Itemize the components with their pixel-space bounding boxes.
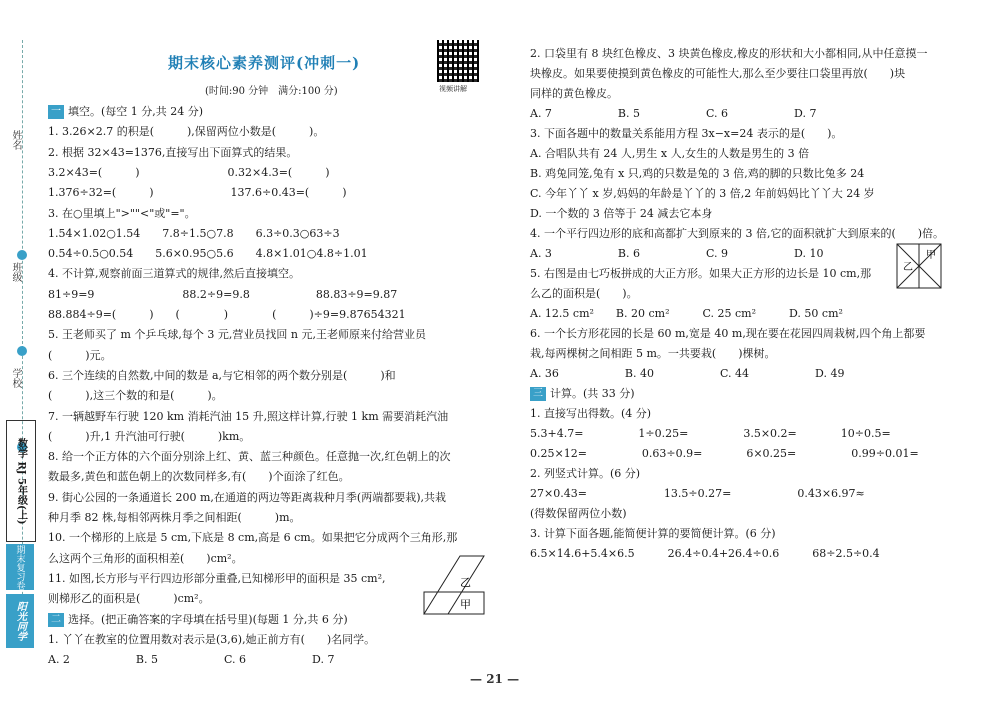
right-text: A. 36 B. 40 C. 44 D. 49 — [530, 367, 845, 380]
left-line — [48, 611, 348, 627]
label-jia: 甲 — [460, 598, 471, 611]
qr-code-pattern — [437, 40, 479, 82]
left-text: 81÷9=9 88.2÷9=9.8 88.83÷9=9.87 — [48, 287, 398, 301]
left-line — [48, 144, 297, 160]
binding-dot — [17, 250, 27, 260]
left-text: 1.376÷32=( ) 137.6÷0.43=( ) — [48, 186, 347, 200]
right-line — [530, 165, 864, 181]
left-line — [48, 468, 350, 484]
right-line — [530, 225, 944, 241]
page-title: 期末核心素养测评(冲刺一) — [168, 54, 361, 72]
left-line — [48, 489, 446, 505]
left-text: 1. 丫丫在教室的位置用数对表示是(3,6),她正前方有( )名同学。 — [48, 632, 376, 646]
left-line — [48, 347, 112, 363]
right-text: A. 12.5 cm² B. 20 cm² C. 25 cm² D. 50 cm² — [530, 307, 843, 320]
right-line — [530, 545, 880, 561]
section-number: 三 — [530, 387, 546, 401]
left-text: 种月季 82 株,每相邻两株月季之间相距( )m。 — [48, 511, 301, 524]
qr-caption: 视频讲解 — [439, 85, 467, 93]
left-text: ( )元。 — [48, 348, 112, 362]
right-line — [530, 465, 640, 481]
right-text: 么乙的面积是( )。 — [530, 287, 638, 300]
right-text: 0.25×12= 0.63÷0.9= 6×0.25= 0.99÷0.01= — [530, 447, 919, 460]
label-yi2: 乙 — [903, 262, 913, 273]
page-subtitle: (时间:90 分钟 满分:100 分) — [205, 86, 338, 97]
left-line — [48, 123, 324, 139]
right-line — [530, 505, 627, 521]
left-text: 1. 3.26×2.7 的积是( ),保留两位小数是( )。 — [48, 125, 325, 139]
left-line — [48, 265, 300, 281]
left-text: 数最多,黄色和蓝色朝上的次数同样多,有( )个面涂了红色。 — [48, 470, 350, 484]
right-line — [530, 345, 776, 361]
left-line — [48, 306, 406, 322]
left-line — [48, 326, 426, 342]
right-text: 3. 计算下面各题,能简便计算的要简便计算。(6 分) — [530, 527, 776, 540]
right-line — [530, 485, 865, 501]
right-line — [530, 305, 843, 321]
right-text: A. 合唱队共有 24 人,男生 x 人,女生的人数是男生的 3 倍 — [530, 147, 810, 160]
right-line — [530, 85, 618, 101]
left-text: 3. 在○里填上">""<"或"="。 — [48, 206, 196, 220]
left-text: 6. 三个连续的自然数,中间的数是 a,与它相邻的两个数分别是( )和 — [48, 368, 396, 382]
subject-box: 数学 RJ 5年级(上) — [6, 420, 36, 542]
right-text: B. 鸡兔同笼,兔有 x 只,鸡的只数是兔的 3 倍,鸡的脚的只数比兔多 24 — [530, 167, 865, 180]
left-line — [48, 590, 210, 606]
right-line — [530, 285, 638, 301]
right-line — [530, 445, 919, 461]
left-text: 9. 街心公园的一条通道长 200 m,在通道的两边等距离栽种月季(两端都要栽),共栽 — [48, 490, 446, 504]
page-number-text: 21 — [486, 672, 503, 686]
right-line — [530, 105, 816, 121]
left-text: 么这两个三角形的面积相差( )cm²。 — [48, 551, 243, 565]
name-label: 姓名 — [10, 130, 21, 150]
right-line — [530, 205, 712, 221]
left-line — [48, 367, 396, 383]
right-line — [530, 125, 842, 141]
right-text: 块橡皮。如果要使摸到黄色橡皮的可能性大,那么至少要往口袋里再放( )块 — [530, 67, 906, 80]
right-text: 1. 直接写出得数。(4 分) — [530, 407, 652, 420]
left-text: 0.54÷0.5○0.54 5.6×0.95○5.6 4.8×1.01○4.8÷1.01 — [48, 247, 368, 261]
right-text: A. 3 B. 6 C. 9 D. 10 — [530, 247, 824, 260]
right-text: 同样的黄色橡皮。 — [530, 87, 618, 100]
binding-dot — [17, 346, 27, 356]
right-text: D. 一个数的 3 倍等于 24 减去它本身 — [530, 207, 713, 220]
review-tag: 期末复习卷 — [6, 544, 34, 590]
left-line — [48, 103, 203, 119]
left-text: 选择。(把正确答案的字母填在括号里)(每题 1 分,共 6 分) — [68, 612, 348, 626]
right-text: 4. 一个平行四边形的底和高都扩大到原来的 3 倍,它的面积就扩大到原来的( )倍。 — [530, 227, 945, 240]
left-text: 则梯形乙的面积是( )cm²。 — [48, 592, 210, 606]
school-label: 学校 — [10, 368, 21, 388]
right-text: 6. 一个长方形花园的长是 60 m,宽是 40 m,现在要在花园四周栽树,四个角上都要 — [530, 327, 926, 340]
left-line — [48, 225, 340, 241]
left-line — [48, 164, 330, 180]
left-text: A. 2 B. 5 C. 6 D. 7 — [48, 653, 335, 667]
trapezoid-figure — [420, 548, 488, 618]
left-line — [48, 408, 448, 424]
left-line — [48, 529, 457, 545]
right-text: 2. 列竖式计算。(6 分) — [530, 467, 641, 480]
left-text: 11. 如图,长方形与平行四边形部分重叠,已知梯形甲的面积是 35 cm², — [48, 571, 386, 585]
left-text: 5. 王老师买了 m 个乒乓球,每个 3 元,营业员找回 n 元,王老师原来付给营业员 — [48, 328, 426, 342]
right-text: 27×0.43= 13.5÷0.27= 0.43×6.97≈ — [530, 487, 865, 500]
right-text: (得数保留两位小数) — [530, 507, 627, 520]
class-label: 班级 — [10, 262, 21, 282]
right-line — [530, 265, 871, 281]
right-line — [530, 365, 844, 381]
left-line — [48, 509, 301, 525]
right-line — [530, 385, 635, 401]
section-number: 一 — [48, 105, 64, 119]
left-line — [48, 286, 397, 302]
left-line — [48, 205, 196, 221]
right-text: 3. 下面各题中的数量关系能用方程 3x−x=24 表示的是( )。 — [530, 127, 843, 140]
page-number: — 21 — — [470, 672, 520, 686]
right-line — [530, 65, 905, 81]
right-text: 栽,每两棵树之间相距 5 m。一共要栽( )棵树。 — [530, 347, 776, 360]
right-text: C. 今年丫丫 x 岁,妈妈的年龄是丫丫的 3 倍,2 年前妈妈比丫丫大 24 岁 — [530, 187, 875, 200]
left-line — [48, 448, 451, 464]
left-text: 8. 给一个正方体的六个面分别涂上红、黄、蓝三种颜色。任意抛一次,红色朝上的次 — [48, 450, 451, 464]
right-text: 5.3+4.7= 1÷0.25= 3.5×0.2= 10÷0.5= — [530, 427, 891, 440]
left-line — [48, 651, 334, 667]
right-text: 6.5×14.6+5.4×6.5 26.4÷0.4+26.4÷0.6 68÷2.5÷0.4 — [530, 547, 880, 560]
left-line — [48, 428, 250, 444]
left-line — [48, 570, 385, 586]
left-text: 4. 不计算,观察前面三道算式的规律,然后直接填空。 — [48, 267, 300, 281]
right-line — [530, 325, 925, 341]
label-yi: 乙 — [460, 576, 471, 589]
right-text: 5. 右图是由七巧板拼成的大正方形。如果大正方形的边长是 10 cm,那 — [530, 267, 872, 280]
right-line — [530, 245, 823, 261]
left-text: 7. 一辆越野车行驶 120 km 消耗汽油 15 升,照这样计算,行驶 1 km 需要消耗汽油 — [48, 409, 449, 423]
right-line — [530, 525, 776, 541]
left-line — [48, 184, 347, 200]
right-text: 2. 口袋里有 8 块红色橡皮、3 块黄色橡皮,橡皮的形状和大小都相同,从中任意摸一 — [530, 47, 928, 60]
left-text: 88.884÷9=( ) ( ) ( )÷9=9.87654321 — [48, 308, 406, 321]
tangram-figure — [895, 242, 943, 290]
left-text: 2. 根据 32×43=1376,直接写出下面算式的结果。 — [48, 145, 298, 159]
right-text: 计算。(共 33 分) — [550, 387, 635, 400]
left-text: ( )升,1 升汽油可行驶( )km。 — [48, 429, 251, 443]
right-line — [530, 425, 891, 441]
right-text: A. 7 B. 5 C. 6 D. 7 — [530, 107, 817, 120]
right-line — [530, 185, 875, 201]
left-line — [48, 550, 243, 566]
left-line — [48, 387, 223, 403]
left-text: 3.2×43=( ) 0.32×4.3=( ) — [48, 165, 330, 179]
left-text: 1.54×1.02○1.54 7.8÷1.5○7.8 6.3÷0.3○63÷3 — [48, 226, 340, 240]
right-line — [530, 145, 809, 161]
section-number: 二 — [48, 613, 64, 627]
left-line — [48, 631, 375, 647]
left-text: 填空。(每空 1 分,共 24 分) — [68, 105, 204, 118]
left-text: 10. 一个梯形的上底是 5 cm,下底是 8 cm,高是 6 cm。如果把它分成两个三角形,那 — [48, 531, 458, 545]
right-line — [530, 45, 927, 61]
left-text: ( ),这三个数的和是( )。 — [48, 389, 223, 403]
left-line — [48, 245, 368, 261]
right-line — [530, 405, 651, 421]
brand-logo: 阳光同学 — [6, 594, 34, 648]
label-jia2: 甲 — [926, 250, 936, 261]
